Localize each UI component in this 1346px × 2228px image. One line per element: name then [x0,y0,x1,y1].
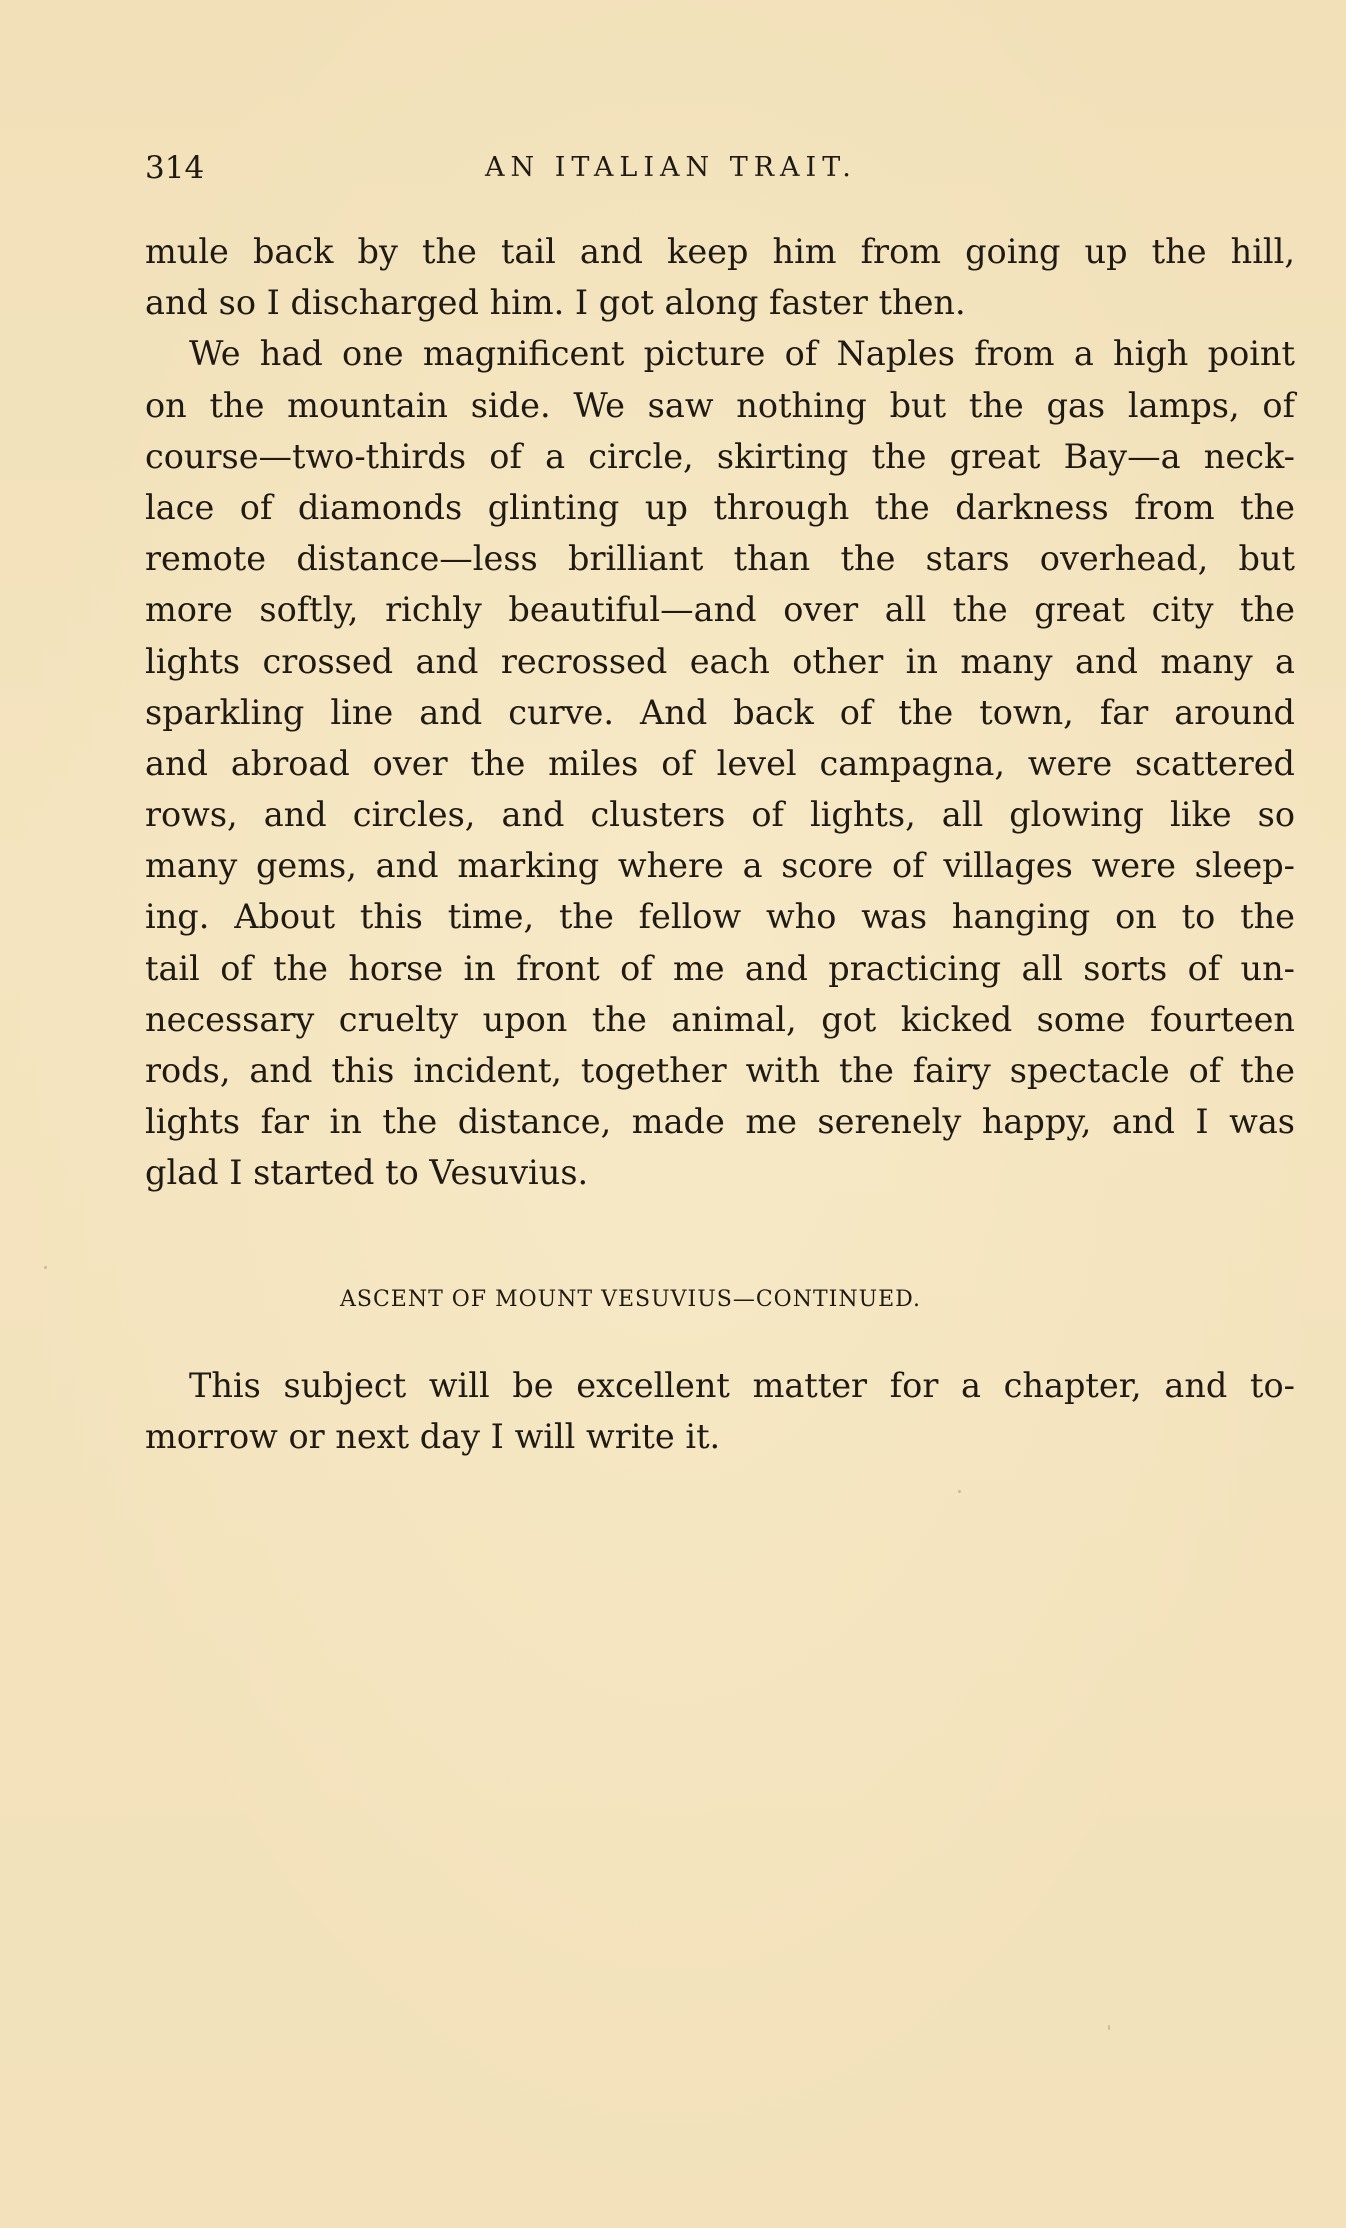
text-line: and abroad over the miles of level campagna, were scattered [145,743,1295,783]
text-line: remote distance—less brilliant than the stars overhead, but [145,539,1295,579]
text-line: ing. About this time, the fellow who was hanging on to the [145,897,1295,937]
text-line: This subject will be excellent matter for a chapter, and to- [189,1366,1295,1405]
text-line: morrow or next day I will write it. [145,1417,721,1457]
text-line: We had one magnificent picture of Naples from a high point [189,334,1295,374]
text-line: glad I started to Vesuvius. [145,1153,589,1193]
text-line: many gems, and marking where a score of villages were sleep- [145,846,1295,886]
paper-speck [44,1266,47,1269]
paper-speck [958,1490,961,1493]
text-line: mule back by the tail and keep him from going up the hill, [145,232,1295,271]
text-line: rows, and circles, and clusters of lights, all glowing like so [145,795,1295,835]
text-line: necessary cruelty upon the animal, got kicked some fourteen [145,999,1295,1039]
text-line: on the mountain side. We saw nothing but the gas lamps, of [145,385,1295,425]
body-paragraphs [145,226,1295,1199]
page-number: 314 [145,150,205,186]
text-line: sparkling line and curve. And back of the town, far around [145,692,1295,732]
text-line: rods, and this incident, together with the fairy spectacle of the [145,1051,1295,1090]
text-line: course—two-thirds of a circle, skirting the great Bay—a neck- [145,436,1295,476]
section-heading: ASCENT OF MOUNT VESUVIUS—CONTINUED. [340,1287,922,1312]
running-title: AN ITALIAN TRAIT. [485,152,857,183]
text-line: lights crossed and recrossed each other in many and many a [145,641,1295,681]
closing-paragraph [145,1360,1295,1462]
page-header [145,148,1295,192]
paper-speck [1108,2025,1110,2030]
text-line: lights far in the distance, made me serenely happy, and I was [145,1102,1295,1142]
text-line: tail of the horse in front of me and practicing all sorts of un- [145,948,1295,988]
text-line: more softly, richly beautiful—and over all the great city the [145,590,1295,630]
text-line: lace of diamonds glinting up through the darkness from the [145,487,1295,527]
text-line: and so I discharged him. I got along faster then. [145,283,966,323]
